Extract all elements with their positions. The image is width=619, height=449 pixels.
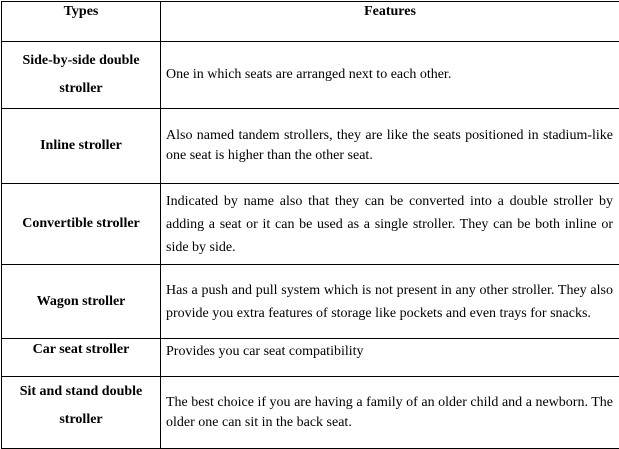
feature-cell: Indicated by name also that they can be converted into a double stroller by adding a seat or it can be used as a single stroller. They can be both inline or side by side. [161,184,619,265]
feature-cell: The best choice if you are having a family of an older child and a newborn. The older one can sit in the back seat. [161,377,619,449]
column-header-features: Features [161,2,619,42]
type-cell: Inline stroller [2,109,161,184]
table-row [2,42,619,109]
feature-cell: One in which seats are arranged next to each other. [161,42,619,109]
type-cell: Wagon stroller [2,265,161,339]
table-row [2,265,619,339]
type-cell: Car seat stroller [2,339,161,377]
type-cell: Sit and stand double stroller [2,377,161,449]
stroller-types-table [1,1,619,449]
table-row [2,339,619,377]
column-header-types: Types [2,2,161,42]
table-header-row [2,2,619,42]
feature-cell: Has a push and pull system which is not present in any other stroller. They also provide you extra features of storage like pockets and even trays for snacks. [161,265,619,339]
table-row [2,109,619,184]
feature-cell: Also named tandem strollers, they are like the seats positioned in stadium-like one seat is higher than the other seat. [161,109,619,184]
table-row [2,184,619,265]
table-row [2,377,619,449]
type-cell: Convertible stroller [2,184,161,265]
feature-cell: Provides you car seat compatibility [161,339,619,377]
type-cell: Side-by-side double stroller [2,42,161,109]
